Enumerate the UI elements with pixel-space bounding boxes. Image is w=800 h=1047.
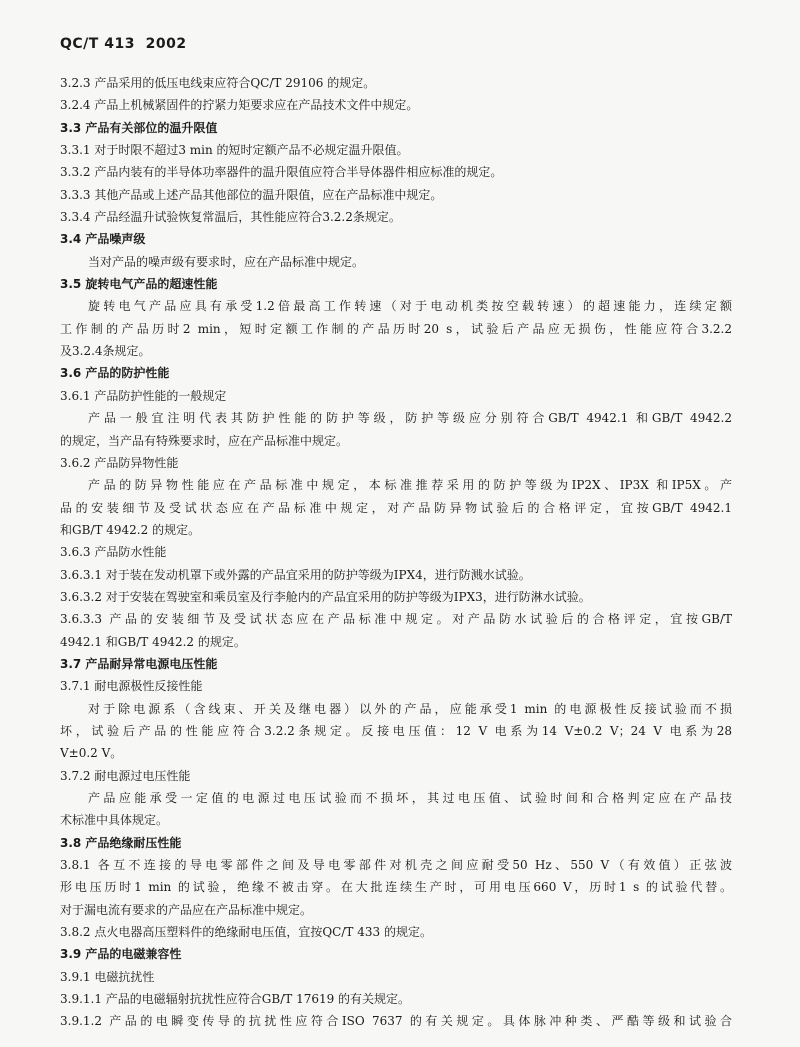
text-line: 3.6.2 产品防异物性能 — [60, 455, 179, 470]
text-line: 3.8.2 点火电器高压塑料件的绝缘耐电压值，宜按QC/T 433 的规定。 — [60, 925, 432, 940]
text-line: 和GB/T 4942.2 的规定。 — [60, 522, 201, 537]
text-line: 3.2.3 产品采用的低压电线束应符合QC/T 29106 的规定。 — [60, 76, 376, 90]
text-line: 的规定，当产品有特殊要求时，应在产品标准中规定。 — [60, 433, 349, 448]
text-line: 3.9.1.1 产品的电磁辐射抗扰性应符合GB/T 17619 的有关规定。 — [60, 992, 411, 1007]
text-line: 旋转电气产品应具有承受1.2倍最高工作转速（对于电动机类按空载转速）的超速能力，连续定额 — [88, 299, 732, 314]
text-line: 3.3.2 产品内装有的半导体功率器件的温升限值应符合半导体器件相应标准的规定。 — [60, 165, 503, 180]
section-heading: 3.7 产品耐异常电源电压性能 — [60, 656, 218, 671]
text-line: 形电压历时1 min 的试验，绝缘不被击穿。在大批连续生产时，可用电压660 V，历时1 s 的试验代替。 — [60, 880, 732, 895]
text-line: 3.7.2 耐电源过电压性能 — [60, 768, 191, 783]
text-line: 对于漏电流有要求的产品应在产品标准中规定。 — [60, 902, 313, 917]
text-line: 3.6.1 产品防护性能的一般规定 — [60, 388, 227, 403]
text-line: 3.2.4 产品上机械紧固件的拧紧力矩要求应在产品技术文件中规定。 — [60, 98, 419, 113]
section-heading: 3.8 产品绝缘耐压性能 — [60, 835, 182, 850]
text-line: 3.6.3.2 对于安装在驾驶室和乘员室及行李舱内的产品宜采用的防护等级为IPX3，进行防淋水试验。 — [60, 589, 591, 604]
text-line: 及3.2.4条规定。 — [60, 344, 151, 359]
section-heading: 3.9 产品的电磁兼容性 — [60, 947, 182, 962]
text-line: 坏，试验后产品的性能应符合3.2.2条规定。反接电压值：12 V 电系为14 V±0.2 V；24 V 电系为28 — [60, 723, 732, 738]
standard-code-header: QC/T 413 2002 — [60, 36, 187, 52]
text-line: 对于除电源系（含线束、开关及继电器）以外的产品，应能承受1 min 的电源极性反接试验而不损 — [88, 701, 732, 716]
text-line: 产品一般宜注明代表其防护性能的防护等级，防护等级应分别符合GB/T 4942.1 和GB/T 4942.2 — [88, 411, 732, 426]
text-line: 3.6.3.3 产品的安装细节及受试状态应在产品标准中规定。对产品防水试验后的合格评定，宜按GB/T — [60, 612, 732, 627]
text-line: 品的安装细节及受试状态应在产品标准中规定，对产品防异物试验后的合格评定，宜按GB/T 4942.1 — [60, 500, 732, 515]
text-line: V±0.2 V。 — [60, 746, 123, 761]
text-line: 工作制的产品历时2 min，短时定额工作制的产品历时20 s，试验后产品应无损伤，性能应符合3.2.2 — [60, 321, 732, 336]
section-heading: 3.5 旋转电气产品的超速性能 — [60, 277, 218, 292]
text-line: 3.8.1 各互不连接的导电零部件之间及导电零部件对机壳之间应耐受50 Hz、550 V（有效值）正弦波 — [60, 858, 732, 873]
text-line: 当对产品的噪声级有要求时，应在产品标准中规定。 — [88, 254, 365, 269]
section-heading: 3.4 产品噪声级 — [60, 232, 146, 247]
text-line: 3.7.1 耐电源极性反接性能 — [60, 679, 203, 694]
text-line: 3.6.3.1 对于装在发动机罩下或外露的产品宜采用的防护等级为IPX4，进行防溅水试验。 — [60, 567, 531, 582]
text-line: 术标准中具体规定。 — [60, 813, 169, 828]
text-line: 产品的防异物性能应在产品标准中规定，本标准推荐采用的防护等级为IP2X、IP3X 和IP5X。产 — [88, 478, 732, 493]
document-body — [60, 72, 732, 1033]
text-line: 3.3.4 产品经温升试验恢复常温后，其性能应符合3.2.2条规定。 — [60, 210, 401, 225]
section-heading: 3.3 产品有关部位的温升限值 — [60, 120, 218, 135]
text-line: 3.3.1 对于时限不超过3 min 的短时定额产品不必规定温升限值。 — [60, 143, 409, 158]
text-line: 4942.1 和GB/T 4942.2 的规定。 — [60, 634, 246, 649]
text-line: 3.9.1 电磁抗扰性 — [60, 969, 155, 984]
section-heading: 3.6 产品的防护性能 — [60, 366, 170, 381]
text-line: 3.9.1.2 产品的电瞬变传导的抗扰性应符合ISO 7637 的有关规定。具体脉冲种类、严酷等级和试验合 — [60, 1014, 732, 1029]
text-line: 3.6.3 产品防水性能 — [60, 545, 167, 560]
text-line: 3.3.3 其他产品或上述产品其他部位的温升限值，应在产品标准中规定。 — [60, 187, 443, 202]
text-line: 产品应能承受一定值的电源过电压试验而不损坏，其过电压值、试验时间和合格判定应在产品技 — [88, 791, 732, 805]
